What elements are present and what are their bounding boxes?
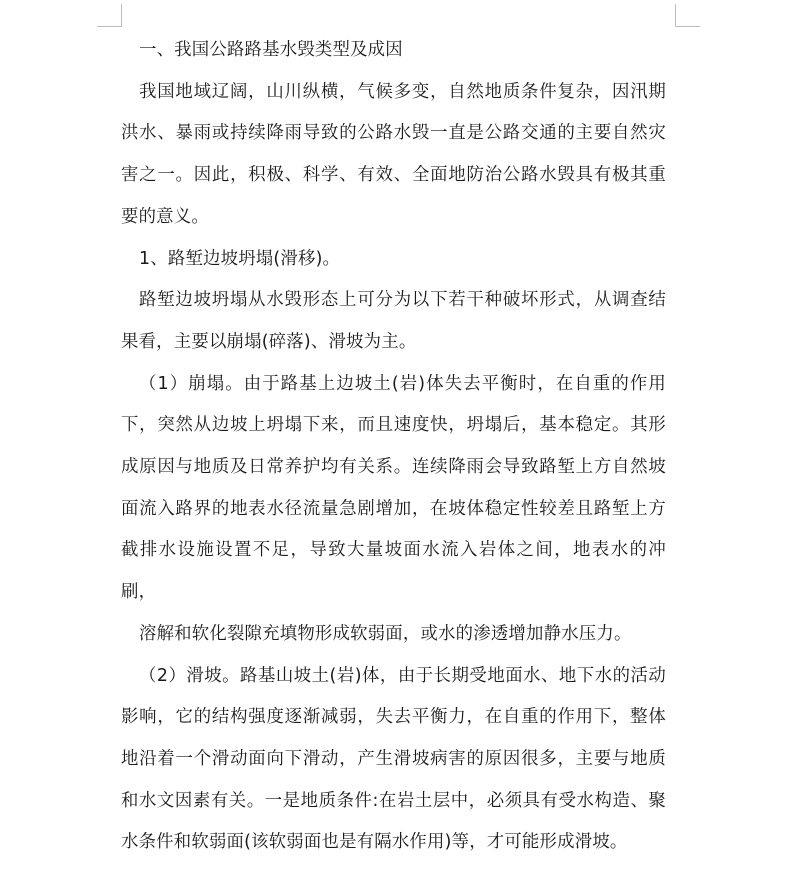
intro-paragraph: 我国地域辽阔，山川纵横，气候多变，自然地质条件复杂，因汛期洪水、暴雨或持续降雨导致的公路水毁一直是公路交通的主要自然灾害之一。因此，积极、科学、有效、全面地防治公路水毁具有极其重要的意义。 <box>121 81 666 227</box>
subsection-heading: 1、路堑边坡坍塌(滑移)。 <box>139 248 341 269</box>
collapse-continuation-paragraph: 溶解和软化裂隙充填物形成软弱面，或水的渗透增加静水压力。 <box>139 623 632 644</box>
landslide-paragraph: （2）滑坡。路基山坡土(岩)体，由于长期受地面水、地下水的活动影响，它的结构强度逐渐减弱，失去平衡力，在自重的作用下，整体地沿着一个滑动面向下滑动，产生滑坡病害的原因很多，主要与地质和水文因素有关。一是地质条件:在岩土层中，必须具有受水构造、聚水条件和软弱面(该软弱面也是有隔水作用)等，才可能形成滑坡。 <box>121 665 666 853</box>
document-body[interactable] <box>121 30 666 864</box>
top-left-margin-mark <box>97 4 122 27</box>
collapse-paragraph: （1）崩塌。由于路基上边坡土(岩)体失去平衡时，在自重的作用下，突然从边坡上坍塌下来，而且速度快，坍塌后，基本稳定。其形成原因与地质及日常养护均有关系。连续降雨会导致路堑上方自然坡面流入路界的地表水径流量急剧增加，在坡体稳定性较差且路堑上方截排水设施设置不足，导致大量坡面水流入岩体之间，地表水的冲刷， <box>121 373 666 603</box>
subsection-paragraph: 路堑边坡坍塌从水毁形态上可分为以下若干种破坏形式，从调查结果看，主要以崩塌(碎落)、滑坡为主。 <box>121 290 666 352</box>
top-right-margin-mark <box>675 4 700 27</box>
section-heading: 一、我国公路路基水毁类型及成因 <box>139 40 403 60</box>
